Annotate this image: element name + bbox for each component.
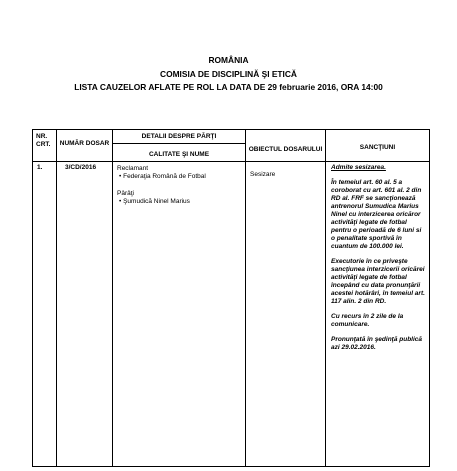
commission-title: COMISIA DE DISCIPLINĂ ŞI ETICĂ [160, 68, 297, 79]
table-header-row [33, 130, 430, 144]
reclamant-name: • Federaţia Română de Fotbal [117, 173, 243, 181]
cases-table [32, 129, 430, 467]
reclamant-group [117, 165, 243, 181]
cell-obiect: Sesizare [246, 162, 326, 467]
sanction-executorie: Executorie în ce priveşte sancţiunea interzicerii oricărei activităţi legate de fotbal începând cu data pronunţării acestei hotărâri, în temeiul art. 117 alin. 2 din RD. [331, 258, 425, 305]
cell-parti [113, 162, 246, 467]
cell-sanctiuni [326, 162, 430, 467]
table-row [33, 162, 430, 467]
parat-name: • Şumudică Ninel Marius [117, 198, 243, 206]
header-nr-crt: NR. CRT. [33, 130, 57, 162]
header-detalii-parti: DETALII DESPRE PĂRŢI [113, 130, 246, 144]
parati-label: Pârâţi [117, 190, 134, 197]
document-header [0, 54, 457, 95]
header-numar-dosar: NUMĂR DOSAR [57, 130, 113, 162]
parati-group [117, 190, 243, 206]
sanction-text: În temeiul art. 60 al. 5 a coroborat cu art. 601 al. 2 din RD al. FRF se sancţionează antrenorul Sumudica Marius Ninel cu interzicerea oricăror activităţi legate de fotbal pentru o perioadă de 6 luni si o penalitate sportivă în cuantum de 100.000 lei. [331, 179, 422, 250]
sanction-admite: Admite sesizarea. [331, 164, 386, 171]
cell-dosar: 3/CD/2016 [57, 162, 113, 467]
reclamant-label: Reclamant [117, 165, 149, 172]
sanction-recurs: Cu recurs în 2 zile de la comunicare. [331, 313, 404, 328]
header-obiectul-dosarului: OBIECTUL DOSARULUI [246, 130, 326, 162]
header-sanctiuni: SANCŢIUNI [326, 130, 430, 162]
sanction-pronuntata: Pronunţată în şedinţă publică azi 29.02.2016. [331, 336, 423, 351]
cell-nr: 1. [33, 162, 57, 467]
header-calitate-nume: CALITATE ŞI NUME [113, 144, 246, 162]
country-title: ROMÂNIA [208, 55, 249, 65]
list-title: LISTA CAUZELOR AFLATE PE ROL LA DATA DE 29 februarie 2016, ORA 14:00 [74, 82, 383, 92]
